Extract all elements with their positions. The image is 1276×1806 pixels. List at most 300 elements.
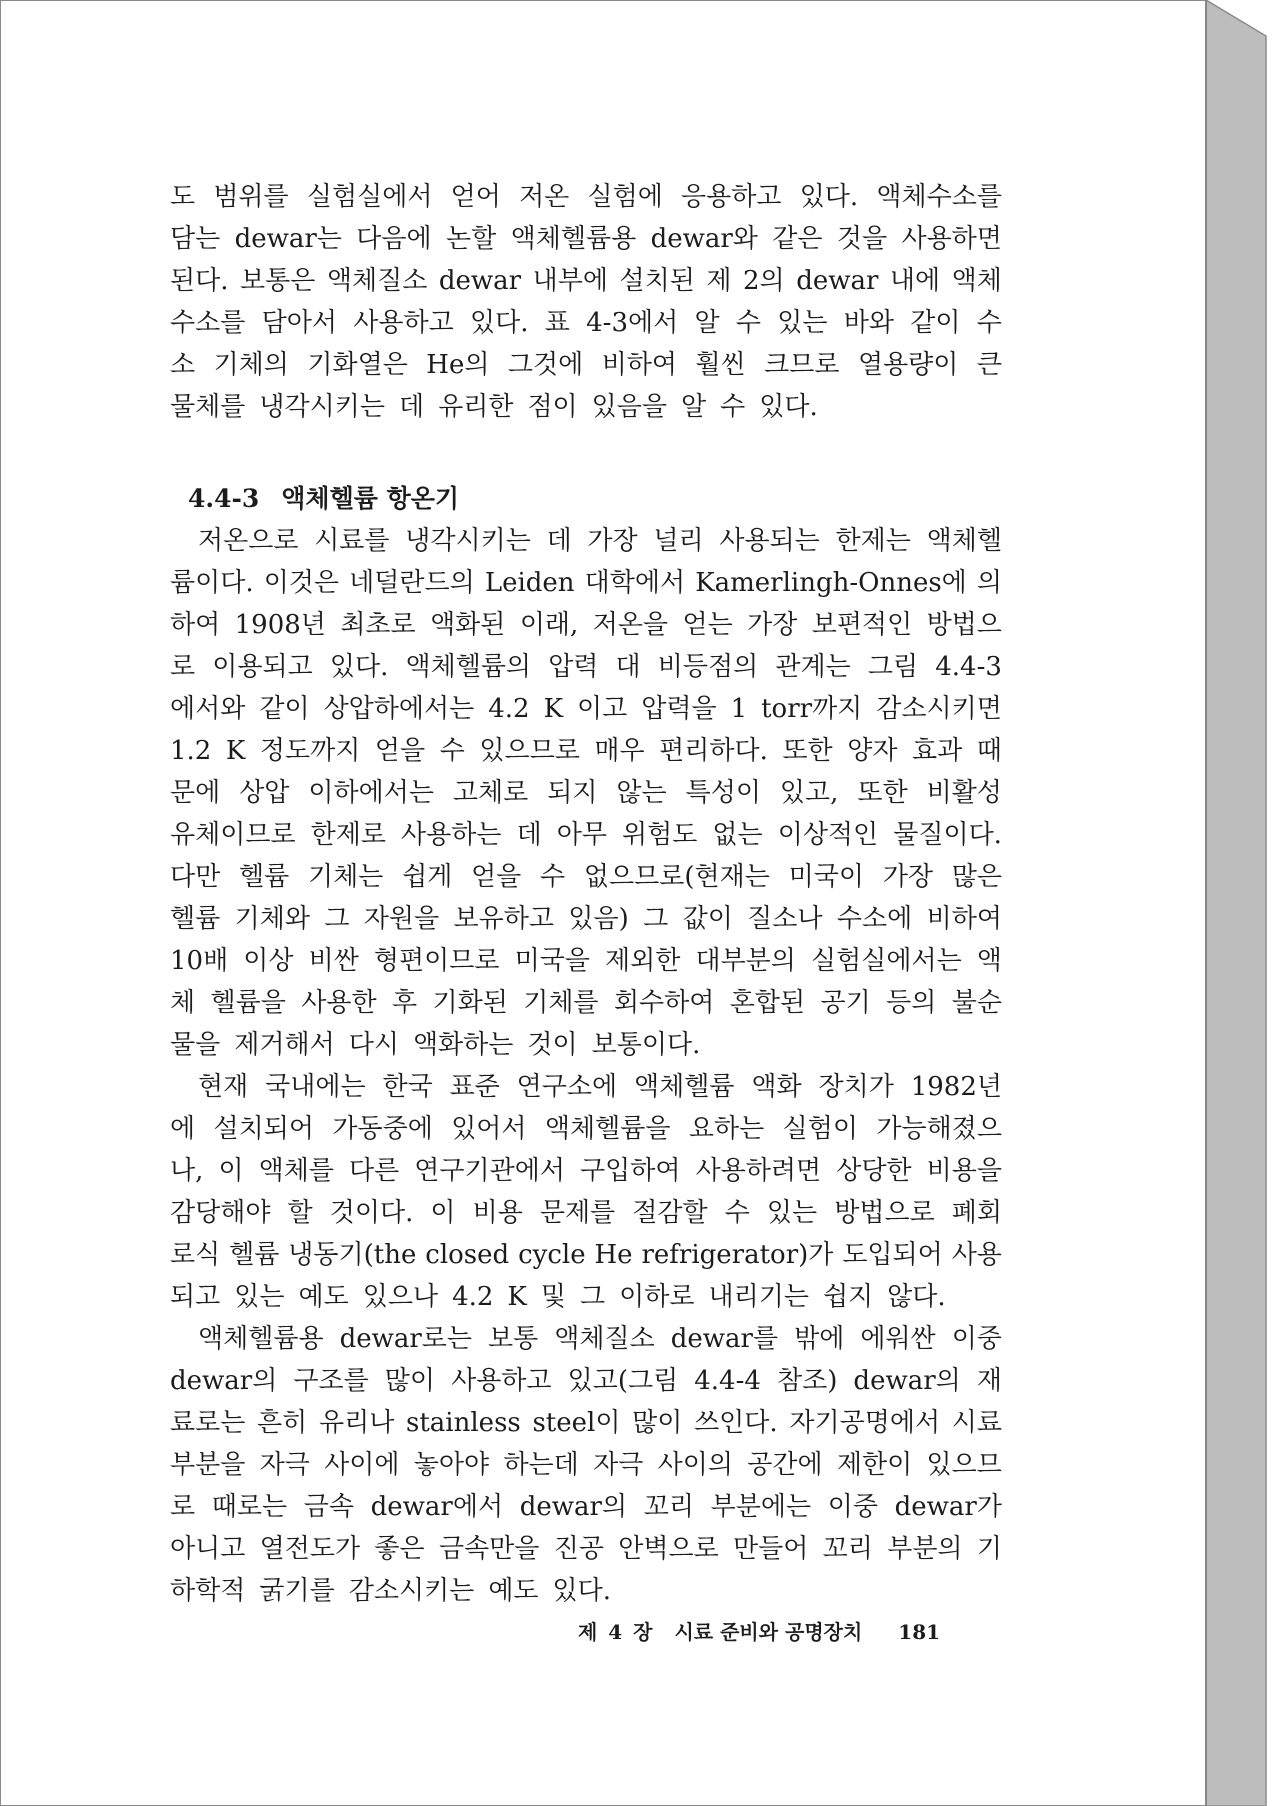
text-line	[170, 856, 1002, 898]
word: 액체헬륨의	[405, 652, 532, 682]
word: 유리나	[318, 1408, 395, 1438]
word: 놓아야	[413, 1450, 490, 1480]
word: 륨이다.	[170, 568, 254, 598]
word: 것이다.	[329, 1198, 414, 1228]
word: 절감할	[632, 1198, 708, 1228]
word: 액	[976, 946, 1002, 976]
word: 로	[170, 652, 196, 682]
word: 등의	[886, 988, 937, 1018]
word: 폐회	[951, 1198, 1002, 1228]
word: 에워싼	[860, 1324, 936, 1354]
word: 4.4-4	[694, 1366, 761, 1396]
word: 크므로	[764, 350, 840, 380]
text-line	[170, 260, 1002, 302]
word: 내에	[889, 266, 941, 296]
word: 않다.	[887, 1282, 946, 1312]
word: 네덜란드의	[349, 568, 475, 598]
word: 1	[730, 694, 748, 724]
word: 많이	[632, 1408, 683, 1438]
word: 위험도	[622, 820, 698, 850]
word: 상압하에서는	[323, 694, 475, 724]
word: 하여	[170, 610, 221, 640]
word: 도	[170, 182, 196, 212]
word: 냉각시키는	[405, 526, 531, 556]
word: 사용되는	[719, 526, 820, 556]
word: 보통이다.	[591, 1030, 701, 1060]
text-line	[170, 176, 1002, 218]
word: 있어서	[451, 1114, 527, 1144]
word: dewar로는	[339, 1324, 473, 1354]
word: 저온	[519, 182, 570, 212]
word: 공기	[820, 988, 871, 1018]
word: 사이의	[657, 1450, 733, 1480]
word: dewar의	[170, 1366, 278, 1396]
word: 실험에	[587, 182, 663, 212]
word: 많은	[951, 862, 1002, 892]
word: 내리기는	[708, 1282, 809, 1312]
word: 기체와	[234, 904, 310, 934]
word: 설치되어	[213, 1114, 314, 1144]
text-line	[170, 386, 1002, 428]
word: dewar는	[234, 224, 342, 254]
word: 없으므로(현재는	[583, 862, 770, 892]
text-line	[170, 1570, 1002, 1612]
word: 되지	[547, 778, 598, 808]
word: 같이	[259, 694, 310, 724]
word: closed	[425, 1240, 510, 1270]
word: 10배	[170, 946, 229, 976]
word: 액화된	[430, 610, 506, 640]
word: 혼합된	[729, 988, 806, 1018]
word: 실험실에서	[306, 182, 433, 212]
word: 국내에는	[265, 1072, 366, 1102]
body-text	[170, 176, 1002, 1612]
word: 냉각시키는	[259, 392, 385, 422]
word: 비용	[472, 1198, 523, 1228]
word: 쉽게	[402, 862, 453, 892]
word: 얻을	[471, 862, 522, 892]
word: 방법으로	[834, 1198, 935, 1228]
word: 양자	[847, 736, 898, 766]
word: 좋은	[374, 1534, 425, 1564]
word: 비싼	[308, 946, 359, 976]
word: 않는	[616, 778, 667, 808]
word: 제거해서	[234, 1030, 335, 1060]
word: 액체질소	[326, 266, 428, 296]
word: 있다.	[799, 182, 859, 212]
word: 액체헬륨용	[510, 224, 637, 254]
word: 제	[706, 266, 732, 296]
word: dewar	[796, 266, 879, 296]
word: 열용량이	[857, 350, 959, 380]
word: 금속	[303, 1492, 354, 1522]
word: 시료	[951, 1408, 1002, 1438]
word: stainless	[406, 1408, 521, 1438]
word: dewar의	[853, 1366, 961, 1396]
word: 다시	[348, 1030, 399, 1060]
section-body	[170, 520, 1002, 1612]
word: 있는	[234, 1282, 285, 1312]
word: 예도	[488, 1576, 539, 1606]
word: 데	[546, 526, 572, 556]
word: 안벽으로	[618, 1534, 719, 1564]
word: K	[507, 1282, 527, 1312]
text-line	[170, 218, 1002, 260]
word: 한국	[382, 1072, 433, 1102]
word: dewar	[438, 266, 522, 296]
word: 의	[976, 568, 1002, 598]
word: 있으므로	[479, 736, 580, 766]
page-footer	[578, 1614, 998, 1650]
footer-chapter: 제 4 장	[578, 1620, 655, 1644]
word: 보편적인	[811, 610, 913, 640]
word: 연구기관에서	[414, 1156, 565, 1186]
word: 수소를	[170, 308, 246, 338]
word: refrigerator)가	[641, 1240, 834, 1270]
text-line	[170, 982, 1002, 1024]
word: 열전도가	[259, 1534, 361, 1564]
word: 액체헬륨용	[198, 1324, 324, 1354]
word: 수	[720, 392, 746, 422]
word: 그림	[867, 652, 919, 682]
word: 훨씬	[695, 350, 746, 380]
word: 비활성	[926, 778, 1002, 808]
word: 1908년	[234, 610, 326, 640]
word: 이	[218, 1156, 244, 1186]
word: 고체로	[452, 778, 529, 808]
word: 실험실에서는	[811, 946, 962, 976]
word: 상압	[239, 778, 290, 808]
word: 있는	[766, 1198, 818, 1228]
word: 부분의	[887, 1534, 963, 1564]
word: 방법으	[926, 610, 1002, 640]
paragraph	[170, 1318, 1002, 1612]
word: 헬륨	[238, 862, 290, 892]
text-line	[170, 1402, 1002, 1444]
word: dewar와	[650, 224, 758, 254]
word: 기체의	[213, 350, 289, 380]
word: 액체헬	[926, 526, 1002, 556]
word: 제외한	[605, 946, 681, 976]
word: 담는	[170, 224, 221, 254]
text-line	[170, 1234, 1002, 1276]
word: 가장	[587, 526, 638, 556]
word: 액화하는	[412, 1030, 514, 1060]
word: 형편이므로	[373, 946, 500, 976]
word: 보통	[488, 1324, 539, 1354]
word: 질소나	[747, 904, 823, 934]
word: cycle	[518, 1240, 586, 1270]
word: 내부에	[532, 266, 608, 296]
word: 액체를	[258, 1156, 334, 1186]
word: 이중	[827, 1492, 878, 1522]
word: 만들어	[733, 1534, 809, 1564]
word: 미국이	[788, 862, 864, 892]
word: 실험이	[782, 1114, 858, 1144]
word: 헬륨	[229, 1240, 280, 1270]
word: 기체를	[523, 988, 599, 1018]
word: 대학에서	[584, 568, 686, 598]
word: 가능해졌으	[876, 1114, 1002, 1144]
word: 설치된	[619, 266, 695, 296]
word: 때로는	[211, 1492, 288, 1522]
word: 요하는	[688, 1114, 765, 1144]
word: 편리하다.	[659, 736, 768, 766]
word: 부분을	[170, 1450, 246, 1480]
word: 이중	[951, 1324, 1002, 1354]
word: 냉동기(the	[288, 1240, 417, 1270]
word: 또한	[782, 736, 833, 766]
page-stack-edge	[1206, 0, 1268, 1806]
text-line	[170, 1318, 1002, 1360]
word: 되고	[170, 1282, 221, 1312]
word: 굵기를	[259, 1576, 335, 1606]
paragraph	[170, 176, 1002, 428]
paragraph	[170, 520, 1002, 1066]
word: 저온으로	[198, 526, 299, 556]
word: 비하여	[926, 904, 1002, 934]
word: 비용을	[926, 1156, 1002, 1186]
word: 헬륨	[170, 904, 221, 934]
word: 가동중에	[332, 1114, 433, 1144]
word: 1982년	[910, 1072, 1002, 1102]
word: 값이	[682, 904, 733, 934]
text-line	[170, 1108, 1002, 1150]
word: 알	[694, 308, 720, 338]
word: 있고,	[779, 778, 839, 808]
word: 물질이다.	[893, 820, 1002, 850]
word: 그	[643, 904, 669, 934]
text-line	[170, 688, 1002, 730]
word: 비등점의	[657, 652, 759, 682]
text-line	[170, 1024, 1002, 1066]
word: 아무	[556, 820, 607, 850]
word: 이고	[577, 694, 628, 724]
word: 부분에는	[710, 1492, 812, 1522]
word: 유체이므로	[170, 820, 296, 850]
word: 물체를	[170, 392, 246, 422]
word: 다음에	[356, 224, 432, 254]
word: 것이	[527, 1030, 578, 1060]
word: 소	[170, 350, 196, 380]
word: 있으므	[926, 1450, 1002, 1480]
word: 기	[976, 1534, 1002, 1564]
text-line	[170, 562, 1002, 604]
word: 액체	[951, 266, 1002, 296]
word: 수	[976, 308, 1002, 338]
word: 같은	[772, 224, 823, 254]
word: 수	[540, 862, 566, 892]
word: 구조를	[293, 1366, 369, 1396]
word: 있고(그림	[567, 1366, 679, 1396]
word: 자기공명에서	[789, 1408, 941, 1438]
word: 때	[976, 736, 1002, 766]
word: 후	[391, 988, 418, 1018]
text-line	[170, 1486, 1002, 1528]
word: steel이	[532, 1408, 621, 1438]
section-heading	[170, 478, 1002, 520]
text-line	[170, 1066, 1002, 1108]
word: 이	[430, 1198, 456, 1228]
word: 에	[170, 1114, 196, 1144]
word: 현재	[198, 1072, 249, 1102]
word: 4-3에서	[586, 308, 679, 338]
word: 쉽지	[822, 1282, 874, 1312]
word: 유리한	[438, 392, 514, 422]
word: 있으나	[362, 1282, 439, 1312]
word: 이하에서는	[308, 778, 434, 808]
word: 자극	[593, 1450, 644, 1480]
word: dewar를	[670, 1324, 779, 1354]
text-line	[170, 730, 1002, 772]
word: 기체는	[307, 862, 384, 892]
word: 비하여	[601, 350, 678, 380]
text-line	[170, 604, 1002, 646]
word: 꼬리	[822, 1534, 873, 1564]
opening-paragraph	[170, 176, 1002, 428]
word: 대	[615, 652, 641, 682]
word: 사용하려면	[695, 1156, 822, 1186]
word: 같이	[910, 308, 961, 338]
text-line	[170, 1150, 1002, 1192]
word: 헬륨을	[210, 988, 286, 1018]
word: 이래,	[519, 610, 579, 640]
word: 꼬리	[643, 1492, 694, 1522]
word: 압력	[548, 652, 599, 682]
word: 정도까지	[259, 736, 361, 766]
word: 사이에	[324, 1450, 400, 1480]
word: 수소에	[836, 904, 913, 934]
word: 이상	[243, 946, 294, 976]
word: 응용하고	[681, 182, 782, 212]
word: 하학적	[170, 1576, 246, 1606]
word: 사용하고	[353, 308, 454, 338]
word: 없는	[712, 820, 763, 850]
word: 있는	[777, 308, 828, 338]
word: 또한	[857, 778, 908, 808]
word: 있음)	[568, 904, 629, 934]
text-line	[170, 940, 1002, 982]
word: 쓰인다.	[694, 1408, 778, 1438]
word: 4.2	[452, 1282, 494, 1312]
word: 4.2	[488, 694, 530, 724]
word: 에서와	[170, 694, 246, 724]
word: 얻을	[374, 736, 426, 766]
word: 상당한	[836, 1156, 912, 1186]
word: 그	[324, 904, 350, 934]
word: 사용	[951, 1240, 1002, 1270]
word: 얻는	[682, 610, 733, 640]
word: 이것은	[263, 568, 340, 598]
word: 큰	[976, 350, 1002, 380]
word: 시료를	[314, 526, 390, 556]
word: torr까지	[761, 694, 863, 724]
word: 예도	[298, 1282, 349, 1312]
word: 기화된	[432, 988, 508, 1018]
word: 수	[735, 308, 762, 338]
word: 이용되고	[212, 652, 313, 682]
word: 1.2	[170, 736, 212, 766]
word: 한제는	[835, 526, 911, 556]
text-line	[170, 344, 1002, 386]
text-line	[170, 1276, 1002, 1318]
word: 참조)	[776, 1366, 838, 1396]
text-line	[170, 646, 1002, 688]
word: 기화열은	[307, 350, 408, 380]
word: 액화	[751, 1072, 802, 1102]
word: 논할	[446, 224, 497, 254]
section-title: 액체헬륨 항온기	[281, 484, 460, 513]
text-line	[170, 1528, 1002, 1570]
word: Kamerlingh-Onnes에	[695, 568, 967, 598]
word: 저온을	[592, 610, 669, 640]
word: 있다.	[329, 652, 389, 682]
word: 나,	[170, 1156, 204, 1186]
word: He의	[426, 350, 490, 380]
word: 미국을	[514, 946, 590, 976]
word: 매우	[594, 736, 645, 766]
word: 연구소에	[516, 1072, 618, 1102]
word: Leiden	[484, 568, 575, 598]
word: 로	[170, 1492, 196, 1522]
word: 감소시키는	[348, 1576, 475, 1606]
word: 물을	[170, 1030, 221, 1060]
word: 사용한	[301, 988, 377, 1018]
word: 보유하고	[453, 904, 554, 934]
word: 그	[579, 1282, 606, 1312]
word: 다만	[170, 862, 221, 892]
word: 도입되어	[842, 1240, 943, 1270]
text-line	[170, 520, 1002, 562]
word: 보통은	[240, 266, 316, 296]
text-line	[170, 302, 1002, 344]
word: 사용하고	[451, 1366, 552, 1396]
word: 및	[540, 1282, 566, 1312]
word: 흔히	[257, 1408, 308, 1438]
word: 있다.	[469, 308, 529, 338]
word: 압력을	[641, 694, 717, 724]
word: 불순	[951, 988, 1002, 1018]
text-line	[170, 772, 1002, 814]
word: 4.4-3	[935, 652, 1002, 682]
word: 수	[439, 736, 465, 766]
word: 액체헬륨을	[544, 1114, 671, 1144]
word: 특성이	[685, 778, 761, 808]
word: 담아서	[261, 308, 337, 338]
word: dewar에서	[370, 1492, 504, 1522]
word: 감당해야	[170, 1198, 271, 1228]
word: He	[594, 1240, 633, 1270]
word: 있다.	[552, 1576, 612, 1606]
word: 로식	[170, 1240, 221, 1270]
word: 점이	[527, 392, 578, 422]
word: 널리	[653, 526, 704, 556]
word: 체	[170, 988, 196, 1018]
word: 진공	[553, 1534, 604, 1564]
word: dewar의	[519, 1492, 628, 1522]
word: 대부분의	[695, 946, 796, 976]
word: 수	[724, 1198, 750, 1228]
word: 된다.	[170, 266, 229, 296]
word: 공간에	[747, 1450, 823, 1480]
word: 자원을	[363, 904, 440, 934]
word: 아니고	[170, 1534, 246, 1564]
word: 이상적인	[777, 820, 879, 850]
word: 문에	[170, 778, 221, 808]
word: 하는데	[503, 1450, 579, 1480]
word: 가장	[747, 610, 798, 640]
word: 것을	[836, 224, 888, 254]
